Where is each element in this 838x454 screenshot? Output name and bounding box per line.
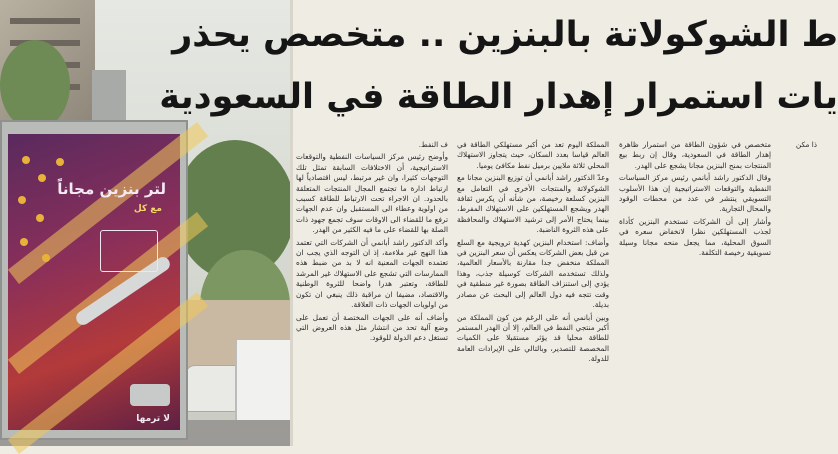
paragraph: وأضاف: استخدام البنزين كهدية ترويجية مع السلع من قبل بعض الشركات يعكس أن سعر البنزين في المملكة منخفض جدا مقارنة بالأسعار العالمية، ولذلك تستخدمه الشركات كوسيلة جذب، وهذا يؤدي إلى استنزاف الطاقة بصورة غير منطقية في وقت تتجه فيه دول العالم إلى البحث عن مصادر بديلة. [457,237,609,310]
paragraph: وأكد الدكتور راشد أبانمي أن الشركات التي تعتمد هذا النهج غير ملاءمة، إذ ان التوجه الذي يجب ان تعتمده الجهات المعنية انه لا بد من ضبط هذه الممارسات التي تشجع على الاستهلاك غير المرشد للطاقة، وتعتبر هدرا واضحا للثروة الوطنية والاقتصاد، مضيفا ان مراقبة ذلك ينبغي ان تكون من اولويات الجهات ذات العلاقة. [296,237,448,310]
headline-line-2: يات استمرار إهدار الطاقة في السعودية [159,77,838,117]
paragraph: المملكة اليوم تعد من أكبر مستهلكي الطاقة في العالم قياسا بعدد السكان، حيث يتجاوز الاستهلاك المحلي ثلاثة ملايين برميل نفط مكافئ يوميا. [457,140,609,170]
ad-subtitle: مع كل [133,204,162,214]
paragraph: وأوضح رئيس مركز السياسات النفطية والتوقعات الاستراتيجية، أن الاختلافات السابقة تمثل تلك التوجهات كثيرا، وان غير مرتبط، ليس اقتصادياً لها ارتباط ادارة ما تجتمع المجال المنتجات المتعلقة بالحدود. ان الاجراء تحت الارتباط للطاقة كسبب من اولوية وعطاء الى المستقبل وان عدم الجهات ترفع ما للقضاء الى الاوقات سوف تجمع جهود ذات الصلة بها للقضاء على ما فيه الكثير من الهدر. [296,152,448,235]
ad-chocolate-piece [38,174,46,182]
ad-footer: لا ترمها [136,414,170,424]
billboard-photo [0,0,290,446]
paragraph: متخصص في شؤون الطاقة من استمرار ظاهرة إهدار الطاقة في السعودية، وقال إن ربط بيع المنتجات بمنح البنزين مجانا يشجع على الهدر. [619,140,771,170]
text-column [619,140,771,446]
ad-fuel-nozzle [130,384,170,406]
paragraph: وعدّ الدكتور راشد أبانمي أن توزيع البنزين مجانا مع الشوكولاتة والمنتجات الأخرى في التعامل مع البنزين كسلعة رخيصة، من شأنه أن يكرس ثقافة الهدر ويشجع المستهلكين على الاستهلاك المفرط، بينما يحتاج الأمر إلى ترشيد الاستهلاك والمحافظة على هذه الثروة الناضبة. [457,173,609,235]
headline-line-1: ط الشوكولاتة بالبنزين .. متخصص يحذر [172,15,838,55]
paragraph: ذا مكن [795,140,817,149]
text-column [777,140,817,446]
ad-stripe [8,292,208,454]
ad-chocolate-piece [20,238,28,246]
text-column [296,140,448,446]
ad-chocolate-piece [36,214,44,222]
ad-product-logo [100,230,158,272]
text-column [457,140,609,446]
paragraph: وقال الدكتور راشد أبانمي رئيس مركز السياسات النفطية والتوقعات الاستراتيجية إن هذا الأسلوب التسويقي ينتشر في عدد من محطات الوقود والمحال التجارية. [619,173,771,214]
ad-chocolate-piece [18,196,26,204]
ad-chocolate-piece [56,158,64,166]
article-body [293,140,817,446]
ad-chocolate-piece [22,156,30,164]
paragraph: ف النفط. [418,140,448,149]
billboard-frame [0,120,188,440]
ad-slogan: لتر بنزين مجاناً [57,180,166,198]
ad-chocolate-piece [42,254,50,262]
photo-tree [0,40,70,130]
paragraph: وبين أبانمي أنه على الرغم من كون المملكة من أكبر منتجي النفط في العالم، إلا أن الهدر المستمر للطاقة محليا قد يؤثر مستقبلا على الكميات المخصصة للتصدير، وبالتالي على الإيرادات العامة للدولة. [457,312,609,364]
paragraph: وأضاف أنه على الجهات المختصة أن تعمل على وضع آلية تحد من انتشار مثل هذه العروض التي تستغل دعم الدولة للوقود. [296,312,448,343]
news-article [159,0,838,446]
paragraph: وأشار إلى أن الشركات تستخدم البنزين كأداة لجذب المستهلكين نظرا لانخفاض سعره في السوق المحلية، مما يجعل منحه مجانا وسيلة تسويقية رخيصة التكلفة. [619,216,771,258]
billboard-ad [8,134,180,430]
